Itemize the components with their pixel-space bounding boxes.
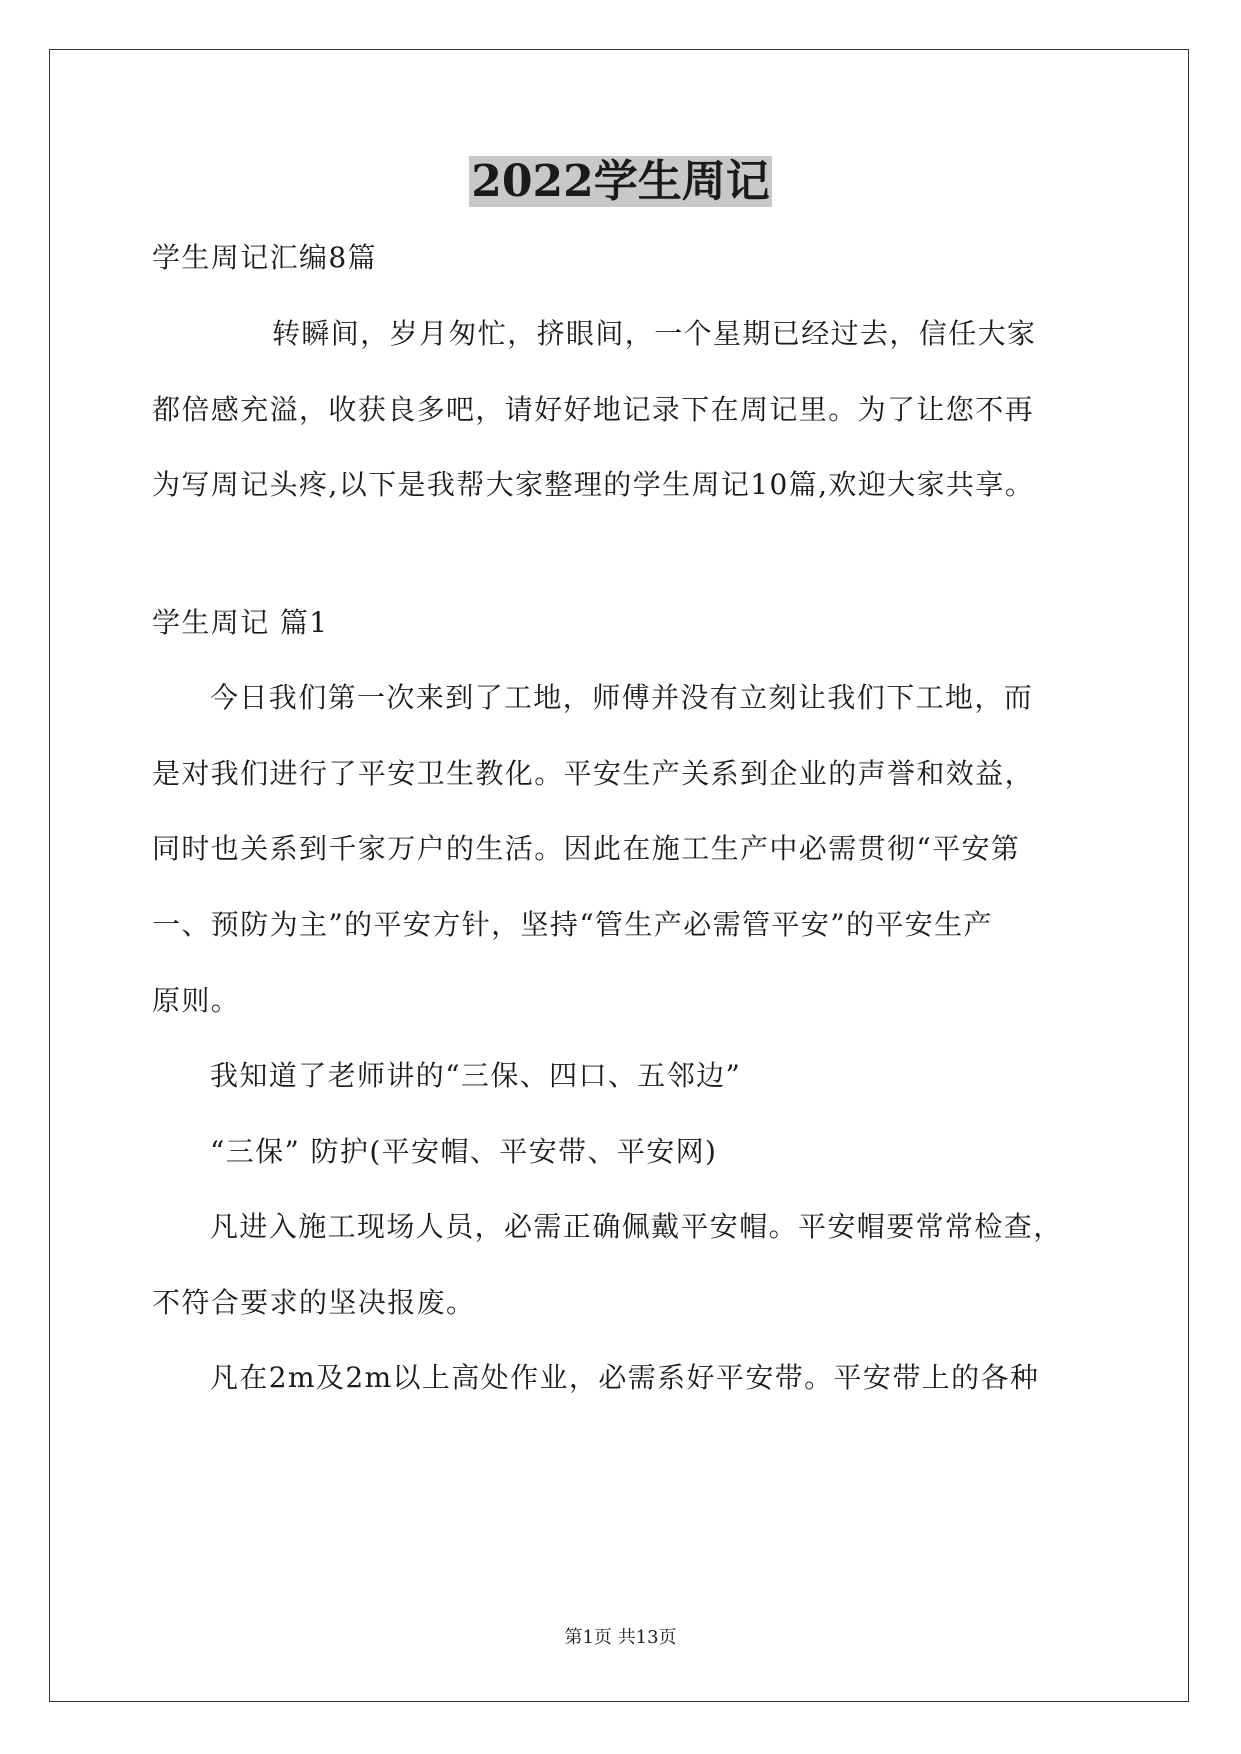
paragraph-line: 今日我们第一次来到了工地，师傅并没有立刻让我们下工地，而 <box>210 681 1034 714</box>
page-footer: 第1页 共13页 <box>564 1627 677 1648</box>
paragraph-line: 我知道了老师讲的“三保、四口、五邻边” <box>210 1059 742 1092</box>
paragraph-line: 是对我们进行了平安卫生教化。平安生产关系到企业的声誉和效益， <box>152 757 1035 790</box>
paragraph-line: 为写周记头疼,以下是我帮大家整理的学生周记10篇,欢迎大家共享。 <box>152 468 1035 501</box>
paragraph-line: 原则。 <box>152 984 241 1017</box>
paragraph-line: 不符合要求的坚决报废。 <box>152 1286 476 1319</box>
subtitle-line: 学生周记汇编8篇 <box>152 241 378 274</box>
paragraph-line: 都倍感充溢，收获良多吧，请好好地记录下在周记里。为了让您不再 <box>152 393 1035 426</box>
page-border <box>49 49 1189 1702</box>
document-title: 2022学生周记 <box>471 156 770 207</box>
paragraph-line: 凡在2m及2m以上高处作业，必需系好平安带。平安带上的各种 <box>210 1361 1040 1394</box>
paragraph-line: 一、预防为主”的平安方针，坚持“管生产必需管平安”的平安生产 <box>152 908 993 941</box>
paragraph-line: 同时也关系到千家万户的生活。因此在施工生产中必需贯彻“平安第 <box>152 832 1021 865</box>
section-heading: 学生周记 篇1 <box>152 606 329 639</box>
paragraph-line: 凡进入施工现场人员，必需正确佩戴平安帽。平安帽要常常检查， <box>210 1210 1063 1243</box>
paragraph-line: “三保” 防护(平安帽、平安带、平安网) <box>210 1135 718 1168</box>
paragraph-line: 转瞬间，岁月匆忙，挤眼间，一个星期已经过去，信任大家 <box>272 317 1037 350</box>
